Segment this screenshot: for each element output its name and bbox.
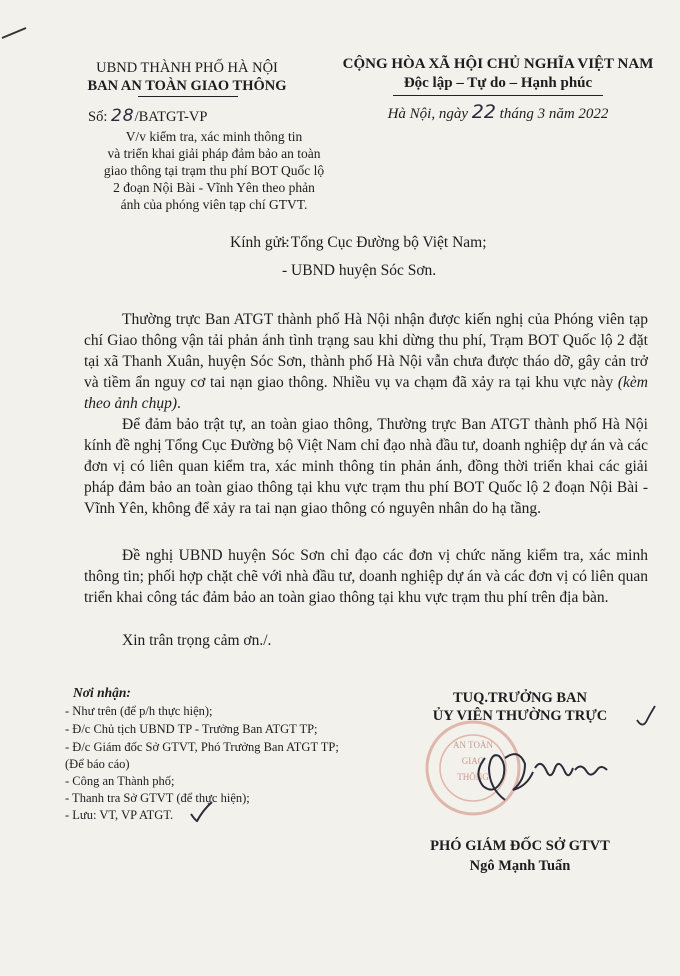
pen-mark-icon [0, 22, 30, 42]
paragraph-end: . [176, 395, 181, 412]
national-title: CỘNG HÒA XÃ HỘI CHỦ NGHĨA VIỆT NAM [342, 56, 654, 72]
body-paragraph: Để đảm bảo trật tự, an toàn giao thông, Thường trực Ban ATGT thành phố Hà Nội kính đề nghị Tổng Cục Đường bộ Việt Nam chỉ đạo nhà đầu tư, doanh nghiệp dự án và các đơn vị có liên quan kiểm tra, xác minh thông tin phản ánh, đồng thời triển khai các giải pháp đảm bảo an toàn giao thông tại khu vực trạm thu phí BOT Quốc lộ 2 đoạn Nội Bài - Vĩnh Yên, không để xảy ra tai nạn giao thông có nguyên nhân do hạ tầng. [84, 416, 648, 517]
recipient-item: - UBND huyện Sóc Sơn. [282, 262, 437, 279]
distribution-item: - Thanh tra Sở GTVT (để thực hiện); [65, 791, 250, 805]
motto-underline [393, 95, 603, 96]
signature-title: ỦY VIÊN THƯỜNG TRỰC [432, 708, 608, 724]
distribution-item: - Công an Thành phố; [65, 774, 175, 788]
document-subject [88, 128, 340, 213]
header-underline [138, 96, 238, 97]
paragraph-text: Thường trực Ban ATGT thành phố Hà Nội nhận được kiến nghị của Phóng viên tạp chí Giao thông vận tải phản ánh tình trạng sau khi dừng thu phí, Trạm BOT Quốc lộ 2 đặt tại xã Thanh Xuân, huyện Sóc Sơn, thành phố Hà Nội vẫn chưa được tháo dỡ, gây cản trở và tiềm ẩn nguy cơ tai nạn giao thông. Nhiều vụ va chạm đã xảy ra tại khu vực này [84, 311, 648, 391]
recipient-item: - Tổng Cục Đường bộ Việt Nam; [282, 234, 487, 251]
recipients-label: Kính gửi: [230, 234, 290, 251]
body-paragraph: Đề nghị UBND huyện Sóc Sơn chỉ đạo các đơn vị chức năng kiểm tra, xác minh thông tin; phối hợp chặt chẽ với nhà đầu tư, doanh nghiệp dự án và các đơn vị có liên quan triển khai công tác đảm bảo an toàn giao thông tại khu vực trạm thu phí trên địa bàn. [84, 547, 648, 606]
initial-mark-icon [188, 800, 214, 824]
svg-text:GIAO: GIAO [461, 756, 485, 766]
signer-position: PHÓ GIÁM ĐỐC SỞ GTVT [430, 838, 610, 854]
distribution-item: - Đ/c Chủ tịch UBND TP - Trưởng Ban ATGT TP; [65, 722, 318, 736]
signer-name: Ngô Mạnh Tuấn [469, 858, 571, 874]
handwritten-signature [455, 728, 615, 808]
distribution-title: Nơi nhận: [73, 685, 131, 700]
distribution-item: - Lưu: VT, VP ATGT. [65, 808, 174, 822]
subject-line: V/v kiểm tra, xác minh thông tin [125, 129, 303, 144]
national-motto: Độc lập – Tự do – Hạnh phúc [403, 75, 593, 91]
document-number-suffix: /BATGT-VP [134, 109, 208, 125]
signature-flourish-icon [634, 702, 658, 730]
signature-authority: TUQ.TRƯỞNG BAN [453, 690, 587, 706]
date-suffix: tháng 3 năm 2022 [499, 106, 609, 122]
closing-line: Xin trân trọng cảm ơn./. [122, 632, 272, 649]
paragraph-italic-note: (kèm theo ảnh chụp) [84, 374, 648, 412]
distribution-item: - Đ/c Giám đốc Sở GTVT, Phó Trưởng Ban ATGT TP; [65, 740, 339, 754]
distribution-item: - Như trên (để p/h thực hiện); [65, 704, 213, 718]
subject-line: và triển khai giải pháp đảm bảo an toàn [107, 146, 321, 161]
document-number-handwritten: 28 [110, 106, 135, 126]
date-prefix: Hà Nội, ngày [387, 106, 468, 122]
issuing-department: BAN AN TOÀN GIAO THÔNG [87, 78, 287, 94]
svg-text:AN TOÀN: AN TOÀN [453, 740, 493, 750]
svg-text:THÔNG: THÔNG [457, 772, 489, 782]
subject-line: 2 đoạn Nội Bài - Vĩnh Yên theo phản [113, 180, 315, 195]
subject-line: ánh của phóng viên tạp chí GTVT. [120, 197, 308, 212]
distribution-item: (Để báo cáo) [65, 757, 130, 771]
document-number-prefix: Số: [88, 109, 108, 125]
body-paragraph [84, 309, 648, 414]
subject-line: giao thông tại trạm thu phí BOT Quốc lộ [103, 163, 325, 178]
date-day-handwritten: 22 [471, 101, 496, 123]
issuing-authority: UBND THÀNH PHỐ HÀ NỘI [96, 60, 278, 76]
document-number [88, 106, 207, 126]
date-line [338, 101, 658, 123]
